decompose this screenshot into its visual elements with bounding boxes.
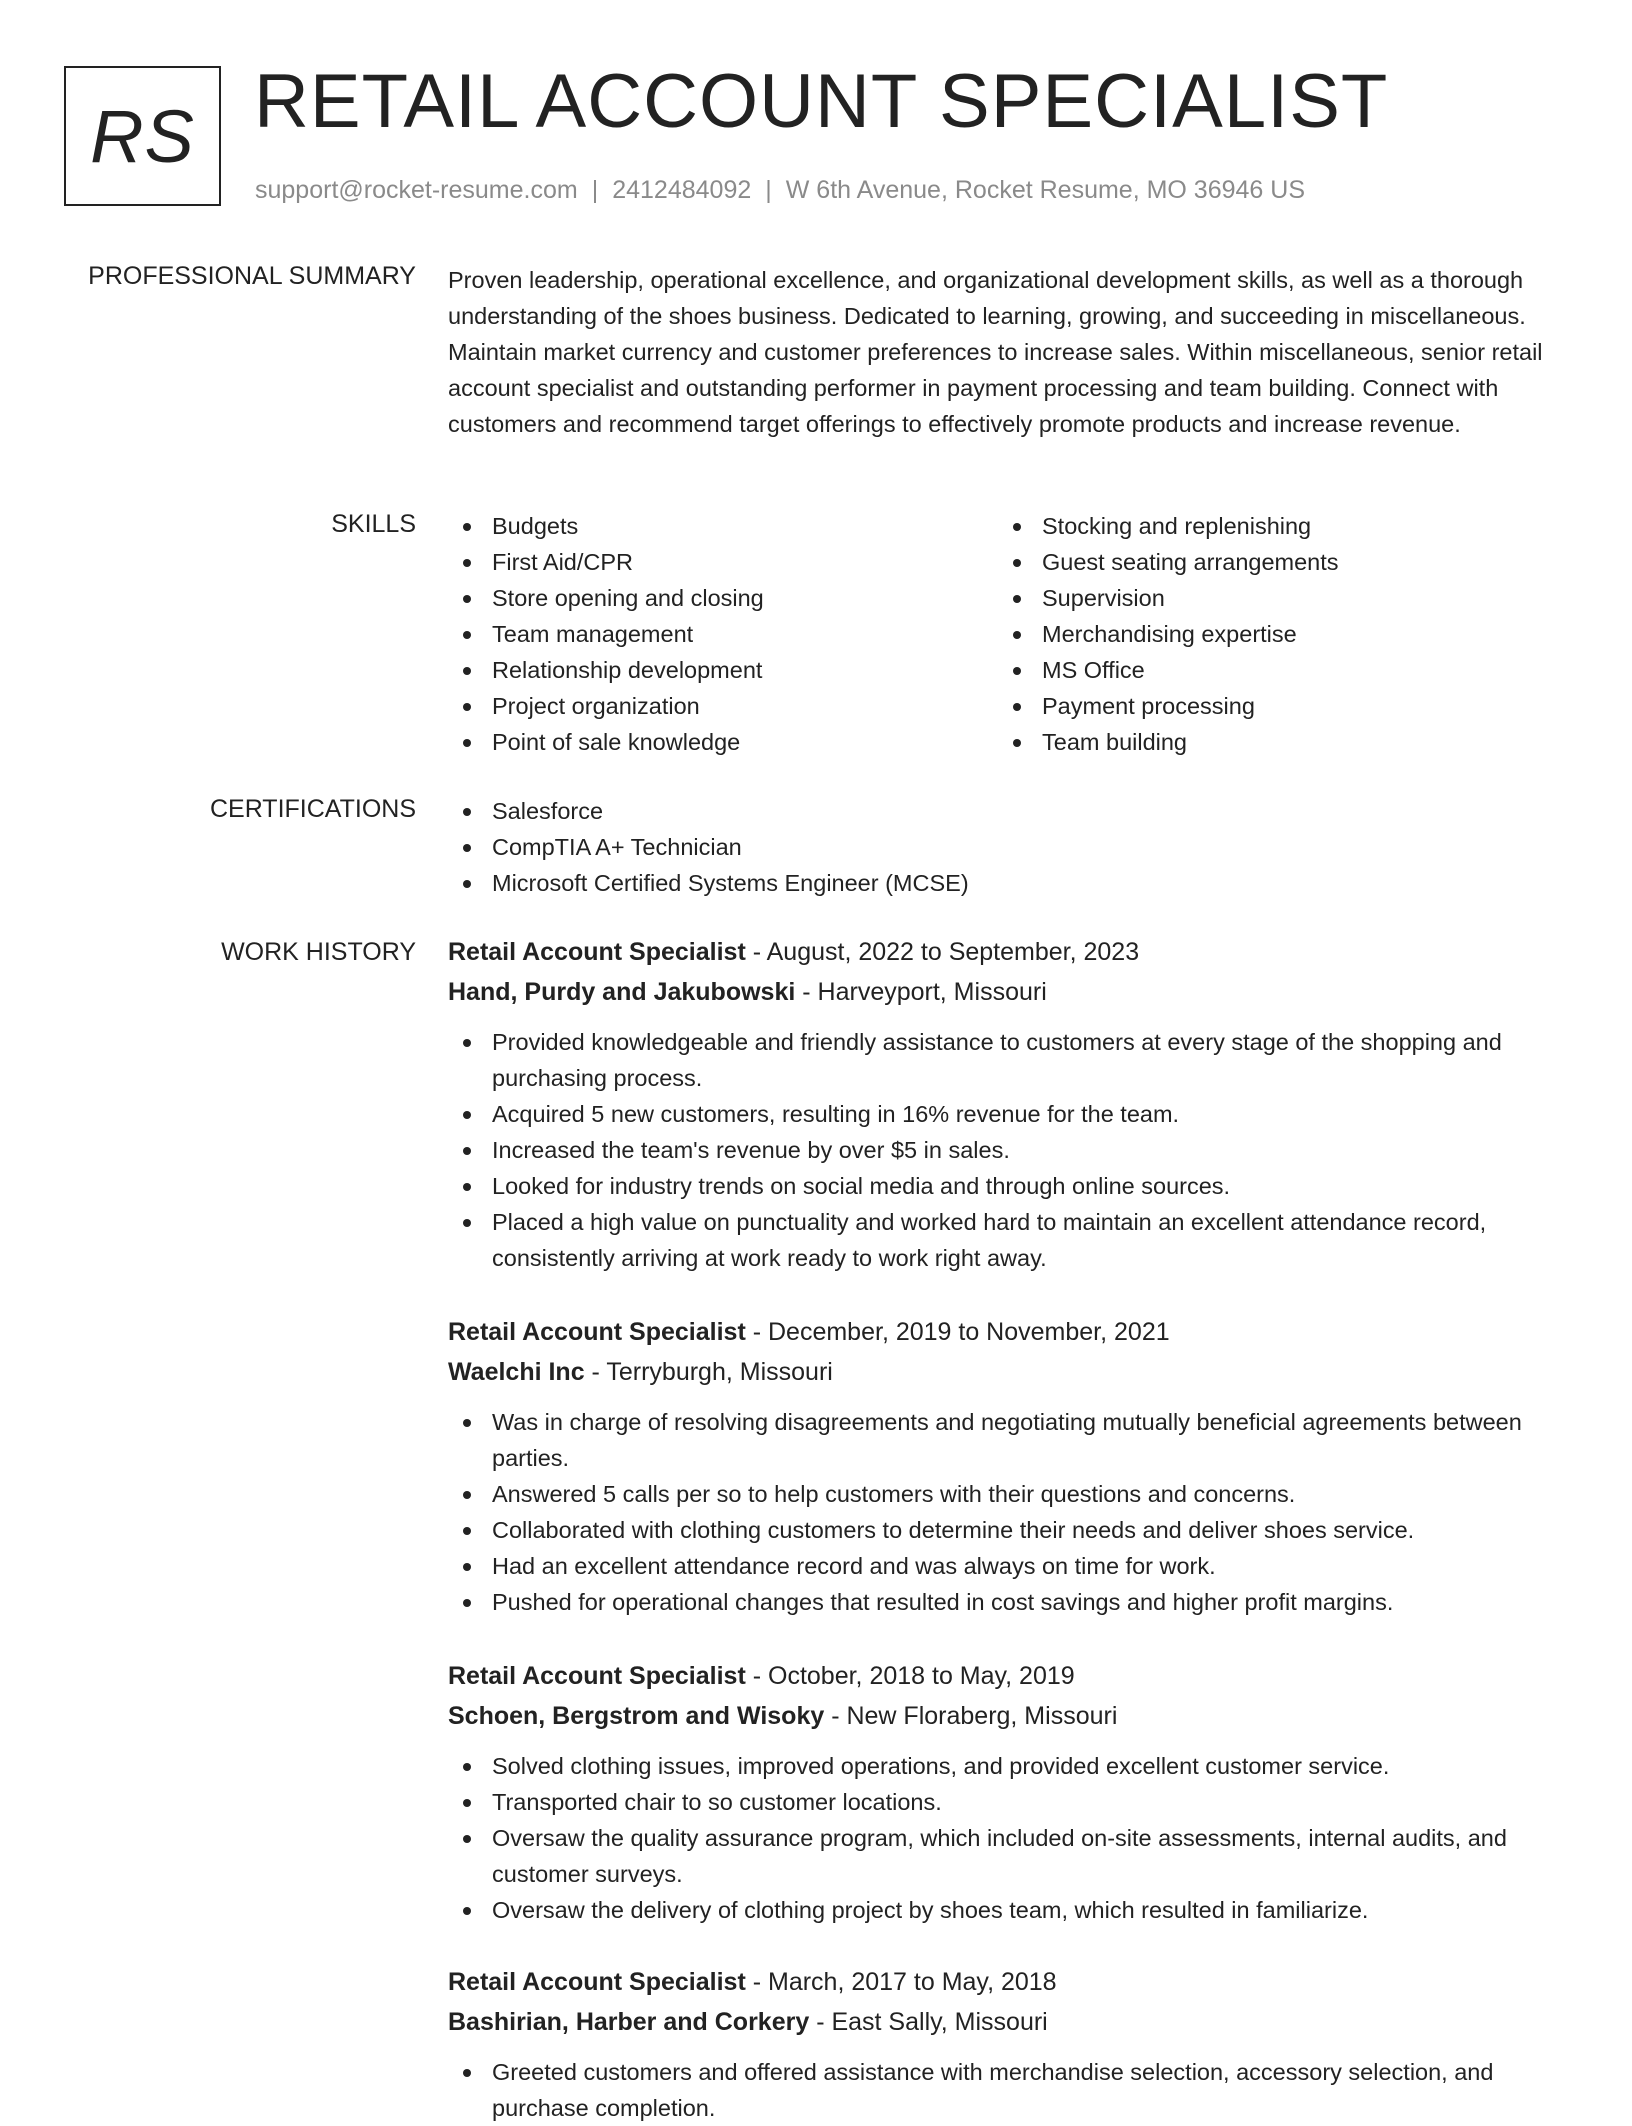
list-item: Store opening and closing	[448, 580, 998, 616]
job-title-line	[448, 1962, 1568, 2002]
job-company: Bashirian, Harber and Corkery	[448, 2008, 810, 2036]
contact-phone[interactable]: 2412484092	[612, 176, 752, 204]
skills-list-left	[448, 508, 998, 760]
list-item: Team management	[448, 616, 998, 652]
job-title-line	[448, 932, 1568, 972]
job-location: - East Sally, Missouri	[809, 2008, 1048, 2036]
contact-separator: |	[765, 176, 772, 204]
list-item: Collaborated with clothing customers to determine their needs and deliver shoes service.	[448, 1512, 1568, 1548]
monogram-initials: RS	[90, 94, 195, 178]
list-item: Budgets	[448, 508, 998, 544]
job-company-line	[448, 2002, 1568, 2042]
job-title: Retail Account Specialist	[448, 1318, 746, 1346]
job-entry	[448, 1962, 1568, 2126]
list-item: Team building	[998, 724, 1548, 760]
summary-body	[448, 262, 1568, 442]
job-company-line	[448, 1352, 1568, 1392]
skills-heading: SKILLS	[331, 510, 416, 538]
list-item: MS Office	[998, 652, 1548, 688]
job-bullets	[448, 1748, 1568, 1928]
list-item: CompTIA A+ Technician	[448, 829, 1568, 865]
summary-heading: PROFESSIONAL SUMMARY	[88, 262, 416, 290]
list-item: Payment processing	[998, 688, 1548, 724]
list-item: Was in charge of resolving disagreements and negotiating mutually beneficial agreements between parties.	[448, 1404, 1568, 1476]
job-dates: - March, 2017 to May, 2018	[745, 1968, 1057, 1996]
job-title-line	[448, 1656, 1568, 1696]
job-entry	[448, 932, 1568, 1276]
list-item: Answered 5 calls per so to help customers with their questions and concerns.	[448, 1476, 1568, 1512]
job-dates: - August, 2022 to September, 2023	[745, 938, 1140, 966]
list-item: First Aid/CPR	[448, 544, 998, 580]
list-item: Relationship development	[448, 652, 998, 688]
job-company: Hand, Purdy and Jakubowski	[448, 978, 796, 1006]
job-company-line	[448, 972, 1568, 1012]
certifications-heading: CERTIFICATIONS	[209, 795, 416, 823]
certifications-body	[448, 793, 1568, 901]
list-item: Merchandising expertise	[998, 616, 1548, 652]
job-company: Schoen, Bergstrom and Wisoky	[448, 1702, 825, 1730]
job-bullets	[448, 1024, 1568, 1276]
job-location: - Terryburgh, Missouri	[584, 1358, 833, 1386]
list-item: Placed a high value on punctuality and worked hard to maintain an excellent attendance record, consistently arriving at work ready to work right away.	[448, 1204, 1568, 1276]
job-entry	[448, 1656, 1568, 1928]
list-item: Project organization	[448, 688, 998, 724]
contact-address: W 6th Avenue, Rocket Resume, MO 36946 US	[785, 176, 1306, 204]
list-item: Greeted customers and offered assistance with merchandise selection, accessory selection, and purchase completion.	[448, 2054, 1568, 2126]
list-item: Guest seating arrangements	[998, 544, 1548, 580]
monogram-box	[64, 66, 221, 206]
summary-text: Proven leadership, operational excellence, and organizational development skills, as well as a thorough understanding of the shoes business. Dedicated to learning, growing, and succeeding in miscellaneous. Maintain market currency and customer preferences to increase sales. Within miscellaneous, senior retail account specialist and outstanding performer in payment processing and team building. Connect with customers and recommend target offerings to effectively promote products and increase revenue.	[448, 267, 1543, 437]
job-bullets	[448, 1404, 1568, 1620]
list-item: Looked for industry trends on social media and through online sources.	[448, 1168, 1568, 1204]
contact-email[interactable]: support@rocket-resume.com	[255, 176, 578, 204]
skills-body	[448, 508, 1568, 760]
skills-list-right	[998, 508, 1548, 760]
job-title: Retail Account Specialist	[448, 1968, 746, 1996]
list-item: Microsoft Certified Systems Engineer (MCSE)	[448, 865, 1568, 901]
list-item: Increased the team's revenue by over $5 in sales.	[448, 1132, 1568, 1168]
job-company: Waelchi Inc	[448, 1358, 585, 1386]
list-item: Solved clothing issues, improved operations, and provided excellent customer service.	[448, 1748, 1568, 1784]
job-location: - Harveyport, Missouri	[795, 978, 1047, 1006]
list-item: Provided knowledgeable and friendly assistance to customers at every stage of the shopping and purchasing process.	[448, 1024, 1568, 1096]
job-location: - New Floraberg, Missouri	[824, 1702, 1118, 1730]
certifications-list	[448, 793, 1568, 901]
list-item: Oversaw the delivery of clothing project by shoes team, which resulted in familiarize.	[448, 1892, 1568, 1928]
list-item: Transported chair to so customer locations.	[448, 1784, 1568, 1820]
job-title-line	[448, 1312, 1568, 1352]
list-item: Salesforce	[448, 793, 1568, 829]
job-dates: - December, 2019 to November, 2021	[745, 1318, 1170, 1346]
job-bullets	[448, 2054, 1568, 2126]
job-entry	[448, 1312, 1568, 1620]
list-item: Had an excellent attendance record and was always on time for work.	[448, 1548, 1568, 1584]
list-item: Pushed for operational changes that resulted in cost savings and higher profit margins.	[448, 1584, 1568, 1620]
job-company-line	[448, 1696, 1568, 1736]
job-dates: - October, 2018 to May, 2019	[745, 1662, 1075, 1690]
page-title: RETAIL ACCOUNT SPECIALIST	[254, 59, 1389, 144]
list-item: Oversaw the quality assurance program, which included on-site assessments, internal audits, and customer surveys.	[448, 1820, 1568, 1892]
list-item: Stocking and replenishing	[998, 508, 1548, 544]
job-title: Retail Account Specialist	[448, 1662, 746, 1690]
work-history-heading: WORK HISTORY	[221, 938, 416, 966]
list-item: Acquired 5 new customers, resulting in 16% revenue for the team.	[448, 1096, 1568, 1132]
contact-line	[255, 174, 1305, 206]
list-item: Supervision	[998, 580, 1548, 616]
contact-separator: |	[591, 176, 599, 204]
list-item: Point of sale knowledge	[448, 724, 998, 760]
job-title: Retail Account Specialist	[448, 938, 746, 966]
